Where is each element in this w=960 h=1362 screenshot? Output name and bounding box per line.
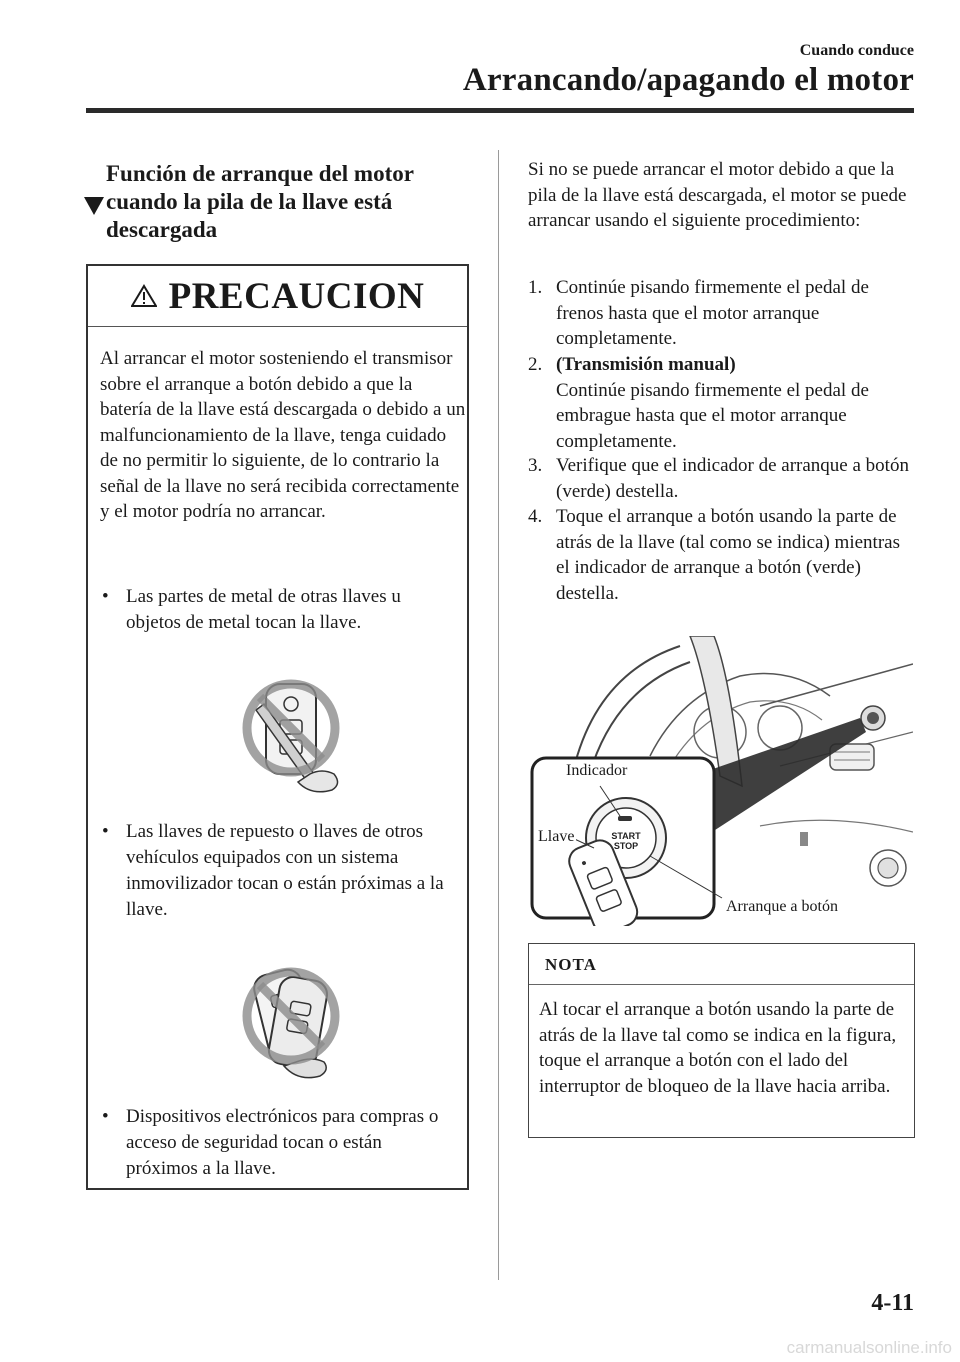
caution-title: PRECAUCION bbox=[168, 275, 425, 317]
start-button-text: START bbox=[611, 831, 641, 841]
page-title: Arrancando/apagando el motor bbox=[462, 62, 914, 98]
section-heading bbox=[84, 160, 474, 244]
key-label: Llave bbox=[538, 828, 575, 845]
caution-bullet: • Las llaves de repuesto o llaves de otros vehículos equipados con un sistema inmovilizador tocan o están próximas a la llave. bbox=[102, 821, 444, 920]
header-section: Cuando conduce bbox=[799, 42, 914, 59]
note-box bbox=[528, 943, 915, 1138]
dashboard-drawing bbox=[530, 636, 913, 926]
push-button-label: Arranque a botón bbox=[726, 898, 838, 915]
metal-objects-prohibited-illustration bbox=[236, 670, 346, 800]
header-rule bbox=[86, 108, 914, 113]
procedure-step: 2. (Transmisión manual) Continúe pisando firmemente el pedal de embrague hasta que el motor arranque completamente. bbox=[528, 352, 913, 454]
other-keys-prohibited-illustration bbox=[236, 958, 346, 1088]
column-divider bbox=[498, 150, 499, 1280]
triangle-marker-icon bbox=[84, 168, 104, 244]
watermark: carmanualsonline.info bbox=[786, 1338, 952, 1357]
caution-bullet: • Dispositivos electrónicos para compras o acceso de seguridad tocan o están próximos a la llave. bbox=[102, 1106, 439, 1179]
caution-bullet: • Las partes de metal de otras llaves u objetos de metal tocan la llave. bbox=[102, 586, 401, 633]
warning-icon bbox=[131, 284, 157, 308]
procedure-intro: Si no se puede arrancar el motor debido a que la pila de la llave está descargada, el motor se puede arrancar usando el siguiente procedimiento: bbox=[528, 159, 907, 231]
caution-box bbox=[86, 264, 469, 1190]
step-heading: (Transmisión manual) bbox=[556, 354, 736, 375]
procedure-step: 1. Continúe pisando firmemente el pedal de frenos hasta que el motor arranque completamente. bbox=[528, 277, 869, 349]
note-title: NOTA bbox=[529, 944, 914, 985]
section-title: Función de arranque del motor cuando la pila de la llave está descargada bbox=[106, 161, 414, 242]
procedure-step: 3. Verifique que el indicador de arranque a botón (verde) destella. bbox=[528, 455, 909, 502]
push-button-start-illustration bbox=[530, 636, 913, 926]
stop-button-text: STOP bbox=[613, 841, 639, 851]
caution-intro: Al arrancar el motor sosteniendo el transmisor sobre el arranque a botón debido a que la batería de la llave está descargada o debido a un malfuncionamiento de la llave, tenga cuidado de no permitir lo siguiente, de lo contrario la señal de la llave no será recibida correctamente y el motor podría no arrancar. bbox=[100, 348, 466, 522]
note-text: Al tocar el arranque a botón usando la parte de atrás de la llave tal como se indica en la figura, toque el arranque a botón con el lado del interruptor de bloqueo de la llave hacia arriba. bbox=[539, 999, 897, 1097]
indicator-label: Indicador bbox=[566, 762, 628, 779]
page-number: 4-11 bbox=[871, 1290, 914, 1316]
caution-header bbox=[88, 266, 467, 327]
procedure-step: 4. Toque el arranque a botón usando la parte de atrás de la llave (tal como se indica) mientras el indicador de arranque a botón (verde) destella. bbox=[528, 506, 900, 604]
